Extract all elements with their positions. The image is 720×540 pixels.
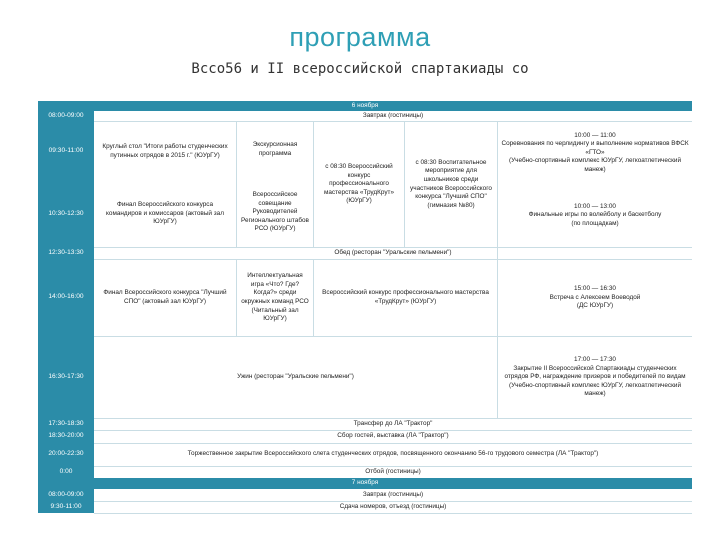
- time-label: 16:30-17:30: [38, 336, 94, 418]
- event-roundtable: Круглый стол "Итоги работы студенческих путинных отрядов в 2015 г." (ЮУрГУ): [102, 142, 228, 159]
- event-contest-final: Финал Всероссийского конкурса командиров и комиссаров (актовый зал ЮУрГУ): [106, 201, 224, 226]
- event-lunch: Обед (ресторан "Уральские пельмени"): [334, 248, 452, 256]
- event-trudkrut-main: Всероссийский конкурс профессионального мастерства «ТрудКрут» (ЮУрГУ): [322, 289, 489, 305]
- event-dinner: Ужин (ресторан "Уральские пельмени"): [237, 373, 354, 381]
- time-label: 18:30-20:00: [38, 430, 94, 443]
- event-meeting: Всероссийское совещание Руководителей Регионального штабов РСО (ЮУрГУ): [241, 191, 309, 233]
- time-label: 12:30-13:30: [38, 247, 94, 259]
- time-label: 14:00-16:00: [38, 259, 94, 336]
- date-band-nov7: 7 ноября: [38, 478, 692, 489]
- time-label: 0:00: [38, 466, 94, 478]
- event-checkout: Сдача номеров, отъезд (гостиницы): [339, 502, 447, 510]
- event-quiz: Интеллектуальная игра «Что? Где? Когда?» среди окружных команд РСО (Читальный зал ЮУрГУ): [241, 272, 309, 323]
- col-divider: [236, 121, 237, 247]
- time-label: 08:00-09:00: [38, 489, 94, 501]
- event-gto: 10:00 — 11:00 Соревнования по черлидингу и выполнение нормативов ВФСК «ГТО» (Учебно-спортивный комплекс ЮУрГУ, легкоатлетический манеж): [501, 131, 689, 173]
- time-label: 9:30-11:00: [38, 501, 94, 513]
- time-label: 10:30-12:30: [38, 181, 94, 247]
- event-school: с 08:30 Воспитательное мероприятие для школьников среди участников Всероссийского конкурса "Лучший СПО" (гимназия №80): [410, 158, 492, 209]
- event-departure: Отбой (гостиницы): [365, 467, 421, 475]
- col-divider: [236, 259, 237, 336]
- event-best-spo: Финал Всероссийского конкурса "Лучший СПО" (актовый зал ЮУрГУ): [103, 289, 227, 305]
- page-title: программа: [289, 22, 431, 52]
- event-transfer: Трансфер до ЛА "Трактор": [353, 419, 433, 427]
- event-closing-sport: 17:00 — 17:30 Закрытие II Всероссийской Спартакиады студенческих отрядов РФ, награждение призеров и победителей по видам (Учебно-спортивный комплекс ЮУрГУ, легкоатлетический манеж): [504, 356, 686, 398]
- page-subtitle: Вссо56 и II всероссийской спартакиады со: [191, 61, 529, 77]
- event-trudkrut-contest: с 08:30 Всероссийский конкурс профессионального мастерства «ТрудКрут» (ЮУрГУ): [323, 163, 395, 205]
- event-volleyball: 10:00 — 13:00 Финальные игры по волейболу и баскетболу (по площадкам): [528, 202, 662, 227]
- date-band-nov6: 6 ноября: [38, 101, 692, 111]
- time-label: 09:30-11:00: [38, 121, 94, 181]
- event-excursion: Экскурсионная программа: [252, 141, 298, 157]
- event-ceremony: Торжественное закрытие Всероссийского слета студенческих отрядов, посвященного окончанию 56-го трудового семестра (ЛА "Трактор"): [187, 450, 599, 458]
- event-breakfast: Завтрак (гостиницы): [362, 111, 424, 119]
- time-label: 20:00-22:30: [38, 443, 94, 466]
- time-label: 08:00-09:00: [38, 111, 94, 121]
- event-breakfast-2: Завтрак (гостиницы): [362, 490, 424, 498]
- time-label: 17:30-18:30: [38, 418, 94, 430]
- event-voevoda: 15:00 — 16:30 Встреча с Алексеем Воеводой (ДС ЮУрГУ): [549, 285, 641, 310]
- row-divider: [94, 513, 692, 514]
- event-gathering: Сбор гостей, выставка (ЛА "Трактор"): [337, 432, 449, 440]
